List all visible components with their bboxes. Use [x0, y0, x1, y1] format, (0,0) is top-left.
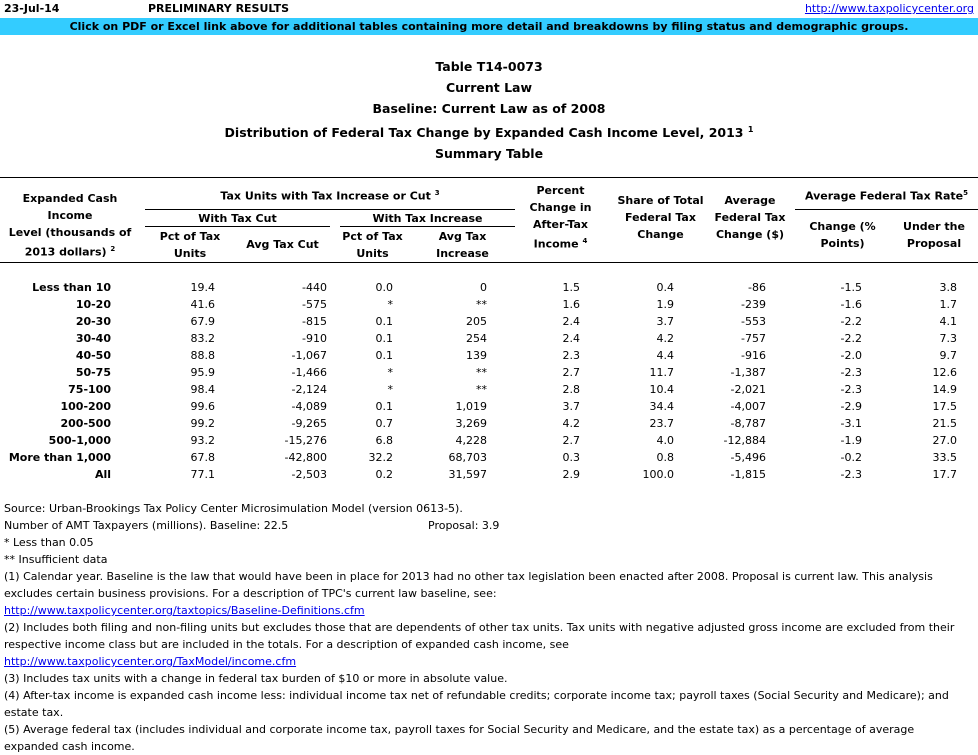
income-definition-link[interactable]: http://www.taxpolicycenter.org/TaxModel/income.cfm [4, 655, 297, 668]
share-of-change-cell: 4.4 [656, 349, 674, 362]
pct-units-increase-cell: 6.8 [375, 434, 393, 447]
rate-change-cell: -2.2 [840, 332, 862, 345]
income-level-cell: 200-500 [60, 417, 111, 430]
footnote-5: (5) Average federal tax (includes individual and corporate income tax, payroll taxes for Social Security and Medicare, and the estate tax) as a percentage of average expanded cash income. [4, 723, 915, 753]
avg-federal-change-cell: -553 [741, 315, 766, 328]
table-heading: Distribution of Federal Tax Change by Expanded Cash Income Level, 2013 $^1$ [224, 125, 754, 141]
rate-under-proposal-cell: 21.5 [932, 417, 957, 430]
pct-change-after-tax-cell: 4.2 [562, 417, 580, 430]
income-level-cell: 75-100 [68, 383, 111, 396]
under-proposal-header: Under the Proposal [903, 220, 965, 250]
header-top-rule [0, 177, 978, 178]
avg-federal-change-cell: -86 [748, 281, 766, 294]
avg-fed-change-header: Average Federal Tax Change ($) [714, 194, 786, 241]
avg-tax-cut-cell: -815 [302, 315, 327, 328]
pct-units-increase-cell: * [387, 383, 393, 396]
rate-change-cell: -2.2 [840, 315, 862, 328]
pct-change-after-tax-cell: 2.4 [562, 332, 580, 345]
pct-units-increase-cell: 0.1 [375, 332, 393, 345]
rate-under-proposal-cell: 14.9 [932, 383, 957, 396]
avg-tax-increase-cell: 139 [466, 349, 487, 362]
pct-units-increase-header: Pct of Tax Units [342, 230, 403, 260]
rate-under-proposal-cell: 17.7 [932, 468, 957, 481]
avg-federal-change-cell: -1,815 [730, 468, 766, 481]
income-level-cell: More than 1,000 [8, 451, 111, 464]
avg-tax-increase-cell: 4,228 [455, 434, 487, 447]
avg-tax-increase-cell: ** [476, 383, 487, 396]
rate-under-proposal-cell: 12.6 [932, 366, 957, 379]
rate-change-cell: -1.9 [840, 434, 862, 447]
avg-tax-increase-cell: 3,269 [455, 417, 487, 430]
footnote-4: (4) After-tax income is expanded cash income less: individual income tax net of refundable credits; corporate income tax; payroll taxes (Social Security and Medicare); and estate tax. [4, 689, 949, 719]
avg-rate-header: Average Federal Tax Rate$^5$ [805, 189, 968, 203]
table-scenario: Current Law [445, 80, 533, 95]
share-of-change-cell: 0.4 [656, 281, 674, 294]
avg-tax-increase-cell: 254 [466, 332, 487, 345]
pct-units-cut-cell: 67.8 [190, 451, 215, 464]
avg-tax-increase-cell: 31,597 [448, 468, 487, 481]
income-level-cell: 100-200 [60, 400, 111, 413]
pct-change-after-tax-cell: 2.7 [562, 434, 580, 447]
avg-federal-change-cell: -239 [741, 298, 766, 311]
income-level-cell: All [94, 468, 111, 481]
pct-units-cut-cell: 83.2 [190, 332, 215, 345]
avg-federal-change-cell: -8,787 [730, 417, 766, 430]
pct-units-increase-cell: 0.7 [375, 417, 393, 430]
amt-note: Number of AMT Taxpayers (millions). Baseline: 22.5 Proposal: 3.9 [4, 519, 500, 532]
table-row [0, 466, 978, 483]
pct-change-after-tax-cell: 2.4 [562, 315, 580, 328]
share-of-change-cell: 0.8 [656, 451, 674, 464]
avg-tax-cut-cell: -910 [302, 332, 327, 345]
share-of-change-cell: 11.7 [649, 366, 674, 379]
table-row [0, 381, 978, 398]
avg-federal-change-cell: -757 [741, 332, 766, 345]
pct-units-cut-cell: 95.9 [190, 366, 215, 379]
rate-change-header: Change (% Points) [809, 220, 876, 250]
avg-tax-cut-cell: -2,503 [291, 468, 327, 481]
table-row [0, 330, 978, 347]
share-of-change-cell: 4.2 [656, 332, 674, 345]
pct-change-after-tax-cell: 2.9 [562, 468, 580, 481]
avg-tax-increase-cell: 205 [466, 315, 487, 328]
table-row [0, 279, 978, 296]
pct-change-header: Percent Change in After-Tax Income $^4$ [529, 184, 592, 251]
rate-change-cell: -1.6 [840, 298, 862, 311]
pct-units-cut-cell: 77.1 [190, 468, 215, 481]
avg-tax-cut-cell: -42,800 [284, 451, 327, 464]
pct-change-after-tax-cell: 2.7 [562, 366, 580, 379]
pct-units-increase-cell: 0.2 [375, 468, 393, 481]
rate-under-proposal-cell: 3.8 [939, 281, 957, 294]
income-level-cell: 30-40 [75, 332, 111, 345]
avg-federal-change-cell: -4,007 [730, 400, 766, 413]
pct-change-after-tax-cell: 1.5 [562, 281, 580, 294]
pct-units-cut-cell: 88.8 [190, 349, 215, 362]
rate-change-cell: -2.3 [840, 468, 862, 481]
header-bottom-rule [0, 262, 978, 263]
table-row [0, 432, 978, 449]
share-header: Share of Total Federal Tax Change [617, 194, 704, 241]
table-row [0, 347, 978, 364]
avg-tax-cut-cell: -1,067 [291, 349, 327, 362]
avg-tax-cut-cell: -575 [302, 298, 327, 311]
avg-federal-change-cell: -12,884 [723, 434, 766, 447]
tpc-link[interactable]: http://www.taxpolicycenter.org [804, 2, 974, 15]
baseline-definitions-link[interactable]: http://www.taxpolicycenter.org/taxtopics/Baseline-Definitions.cfm [4, 604, 365, 617]
with-tax-increase-header: With Tax Increase [372, 212, 483, 225]
table-row [0, 398, 978, 415]
rate-change-cell: -1.5 [840, 281, 862, 294]
pct-units-increase-cell: 0.1 [375, 315, 393, 328]
rate-under-proposal-cell: 9.7 [939, 349, 957, 362]
rate-change-cell: -2.0 [840, 349, 862, 362]
table-row [0, 313, 978, 330]
avg-tax-increase-cell: ** [476, 298, 487, 311]
report-date: 23-Jul-14 [4, 2, 60, 15]
rate-under-proposal-cell: 17.5 [932, 400, 957, 413]
pct-units-increase-cell: 0.1 [375, 400, 393, 413]
avg-tax-increase-cell: 68,703 [448, 451, 487, 464]
avg-tax-increase-cell: 1,019 [455, 400, 487, 413]
rate-rule [795, 209, 978, 210]
share-of-change-cell: 100.0 [642, 468, 674, 481]
avg-tax-increase-header: Avg Tax Increase [436, 230, 489, 260]
avg-federal-change-cell: -5,496 [730, 451, 766, 464]
avg-tax-cut-cell: -440 [302, 281, 327, 294]
rate-under-proposal-cell: 27.0 [932, 434, 957, 447]
pct-units-cut-cell: 41.6 [190, 298, 215, 311]
avg-federal-change-cell: -1,387 [730, 366, 766, 379]
avg-federal-change-cell: -916 [741, 349, 766, 362]
rate-change-cell: -0.2 [840, 451, 862, 464]
avg-tax-cut-cell: -4,089 [291, 400, 327, 413]
avg-tax-cut-cell: -1,466 [291, 366, 327, 379]
avg-tax-cut-cell: -2,124 [291, 383, 327, 396]
income-level-cell: Less than 10 [32, 281, 111, 294]
table-baseline: Baseline: Current Law as of 2008 [372, 101, 606, 116]
avg-tax-cut-header: Avg Tax Cut [246, 238, 319, 251]
rate-under-proposal-cell: 7.3 [939, 332, 957, 345]
income-level-cell: 500-1,000 [48, 434, 111, 447]
source-note: Source: Urban-Brookings Tax Policy Center Microsimulation Model (version 0613-5). [4, 502, 463, 515]
rate-change-cell: -2.9 [840, 400, 862, 413]
avg-tax-cut-cell: -15,276 [284, 434, 327, 447]
avg-tax-increase-cell: ** [476, 366, 487, 379]
rate-change-cell: -3.1 [840, 417, 862, 430]
table-title [0, 56, 978, 164]
table-row [0, 449, 978, 466]
footnote-3: (3) Includes tax units with a change in federal tax burden of $10 or more in absolute value. [4, 672, 508, 685]
rate-under-proposal-cell: 4.1 [939, 315, 957, 328]
income-level-cell: 10-20 [75, 298, 111, 311]
table-row [0, 415, 978, 432]
pct-units-increase-cell: 32.2 [368, 451, 393, 464]
less-than-note: * Less than 0.05 [4, 536, 94, 549]
share-of-change-cell: 4.0 [656, 434, 674, 447]
footnotes [4, 500, 972, 755]
pct-change-after-tax-cell: 0.3 [562, 451, 580, 464]
income-level-cell: 50-75 [75, 366, 111, 379]
footnote-ref: 1 [747, 125, 754, 134]
table-row [0, 364, 978, 381]
pct-change-after-tax-cell: 2.8 [562, 383, 580, 396]
pct-change-after-tax-cell: 1.6 [562, 298, 580, 311]
share-of-change-cell: 3.7 [656, 315, 674, 328]
pct-units-increase-cell: * [387, 366, 393, 379]
with-tax-cut-header: With Tax Cut [198, 212, 277, 225]
pct-units-cut-header: Pct of Tax Units [159, 230, 221, 260]
table-id: Table T14-0073 [435, 59, 543, 74]
pct-units-increase-cell: 0.1 [375, 349, 393, 362]
pct-units-increase-cell: 0.0 [375, 281, 393, 294]
rate-under-proposal-cell: 33.5 [932, 451, 957, 464]
pct-units-increase-cell: * [387, 298, 393, 311]
avg-federal-change-cell: -2,021 [730, 383, 766, 396]
footnote-1: (1) Calendar year. Baseline is the law that would have been in place for 2013 had no other tax legislation been enacted after 2008. Proposal is current law. This analysis excludes certain business provisions. For a description of TPC's current law baseline, see: [4, 570, 933, 600]
pct-change-after-tax-cell: 2.3 [562, 349, 580, 362]
rate-change-cell: -2.3 [840, 366, 862, 379]
insufficient-note: ** Insufficient data [4, 553, 108, 566]
income-level-header: Expanded Cash Income Level (thousands of 2013 dollars) $^2$ [8, 192, 132, 259]
pct-units-cut-cell: 93.2 [190, 434, 215, 447]
share-of-change-cell: 10.4 [649, 383, 674, 396]
share-of-change-cell: 1.9 [656, 298, 674, 311]
info-banner: Click on PDF or Excel link above for additional tables containing more detail and breakdowns by filing status and demographic groups. [0, 18, 978, 35]
top-bar [0, 0, 978, 18]
footnote-2: (2) Includes both filing and non-filing units but excludes those that are dependents of other tax units. Tax units with negative adjusted gross income are excluded from their respective income class but are included in the totals. For a description of expanded cash income, see [4, 621, 955, 651]
pct-units-cut-cell: 67.9 [190, 315, 215, 328]
table-row [0, 296, 978, 313]
pct-change-after-tax-cell: 3.7 [562, 400, 580, 413]
tax-units-header: Tax Units with Tax Increase or Cut $^3$ [220, 189, 440, 203]
share-of-change-cell: 34.4 [649, 400, 674, 413]
pct-units-cut-cell: 19.4 [190, 281, 215, 294]
avg-tax-cut-cell: -9,265 [291, 417, 327, 430]
preliminary-label: PRELIMINARY RESULTS [148, 2, 290, 15]
income-level-cell: 20-30 [75, 315, 111, 328]
rate-change-cell: -2.3 [840, 383, 862, 396]
rate-under-proposal-cell: 1.7 [939, 298, 957, 311]
table-subtitle: Summary Table [434, 146, 544, 162]
pct-units-cut-cell: 99.6 [190, 400, 215, 413]
income-level-cell: 40-50 [75, 349, 111, 362]
pct-units-cut-cell: 98.4 [190, 383, 215, 396]
pct-units-cut-cell: 99.2 [190, 417, 215, 430]
share-of-change-cell: 23.7 [649, 417, 674, 430]
avg-tax-increase-cell: 0 [480, 281, 487, 294]
